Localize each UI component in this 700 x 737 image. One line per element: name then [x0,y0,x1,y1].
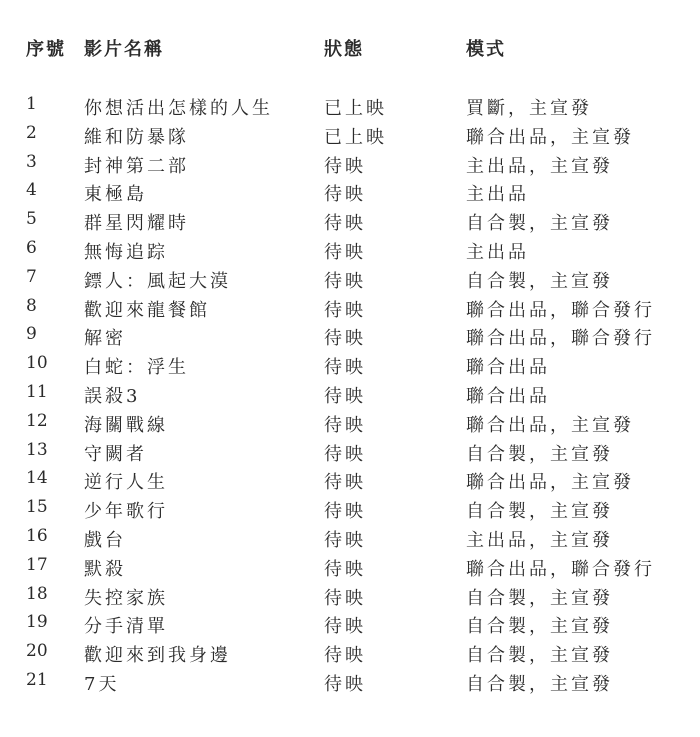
table-row [0,150,700,179]
film-title: 歡迎來龍餐館 [84,299,210,321]
film-title: 維和防暴隊 [84,126,189,148]
film-title: 鏢人：風起大漠 [84,270,231,292]
row-number: 4 [26,180,37,201]
film-status: 待映 [324,155,366,177]
table-row [0,582,700,611]
film-status: 已上映 [324,98,387,119]
row-number: 11 [26,381,48,402]
film-title: 失控家族 [84,587,168,609]
film-mode: 聯合出品 [466,357,550,379]
table-header [0,35,700,63]
film-status: 待映 [324,270,366,292]
row-number: 15 [26,497,48,518]
table-row [0,553,700,582]
table-row [0,639,700,668]
film-status: 已上映 [324,126,387,148]
film-title: 封神第二部 [84,155,189,177]
film-mode: 聯合出品，聯合發行 [466,328,655,350]
row-number: 5 [26,209,37,230]
film-mode: 聯合出品，聯合發行 [466,558,655,580]
film-status: 待映 [324,385,366,407]
row-number: 8 [26,295,37,316]
film-status: 待映 [324,529,366,551]
film-mode: 主出品，主宣發 [466,529,613,551]
film-status: 待映 [324,414,366,436]
header-mode: 模式 [466,39,506,60]
row-number: 1 [26,94,37,114]
row-number: 7 [26,266,37,287]
table-row [0,495,700,524]
table-row [0,322,700,351]
film-mode: 自合製，主宣發 [466,673,613,695]
film-title: 默殺 [84,558,126,580]
film-title: 戲台 [84,529,126,551]
film-mode: 自合製，主宣發 [466,616,613,638]
film-mode: 自合製，主宣發 [466,587,613,609]
film-title: 少年歌行 [84,501,168,523]
table-row [0,409,700,438]
film-mode: 主出品 [466,241,529,263]
film-title: 群星閃耀時 [84,213,189,235]
table-row [0,524,700,553]
table-row [0,294,700,323]
table-row [0,178,700,207]
film-status: 待映 [324,443,366,465]
film-mode: 聯合出品，主宣發 [466,414,634,436]
row-number: 6 [26,237,37,258]
row-number: 3 [26,151,37,172]
table-row [0,265,700,294]
row-number: 16 [26,525,48,546]
film-title: 分手清單 [84,616,168,638]
table-row [0,438,700,467]
film-mode: 自合製，主宣發 [466,213,613,235]
film-title: 海關戰線 [84,414,168,436]
film-status: 待映 [324,328,366,350]
table-row [0,121,700,150]
header-no: 序號 [26,39,66,60]
header-title: 影片名稱 [84,39,164,60]
row-number: 17 [26,554,48,575]
film-mode: 自合製，主宣發 [466,645,613,667]
film-status: 待映 [324,673,366,695]
film-title: 白蛇：浮生 [84,357,189,379]
film-mode: 聯合出品 [466,385,550,407]
row-number: 2 [26,122,37,143]
table-row [0,351,700,380]
table-row [0,207,700,236]
row-number: 20 [26,641,48,662]
film-status: 待映 [324,616,366,638]
row-number: 12 [26,410,48,431]
film-status: 待映 [324,357,366,379]
row-number: 10 [26,353,48,374]
row-number: 9 [26,324,37,345]
film-mode: 主出品 [466,184,529,206]
table-row [0,668,700,697]
film-mode: 自合製，主宣發 [466,270,613,292]
film-title: 逆行人生 [84,472,168,494]
film-status: 待映 [324,213,366,235]
film-status: 待映 [324,587,366,609]
film-status: 待映 [324,501,366,523]
film-status: 待映 [324,645,366,667]
row-number: 18 [26,583,48,604]
film-mode: 主出品，主宣發 [466,155,613,177]
film-mode: 自合製，主宣發 [466,443,613,465]
row-number: 14 [26,468,48,489]
table-body [0,92,700,697]
film-mode: 買斷，主宣發 [466,98,592,119]
table-row [0,380,700,409]
film-title: 守闕者 [84,443,147,465]
film-status: 待映 [324,472,366,494]
film-title: 你想活出怎樣的人生 [84,98,273,119]
film-mode: 聯合出品，主宣發 [466,126,634,148]
table-row [0,466,700,495]
film-title: 誤殺3 [84,385,141,407]
row-number: 21 [26,669,48,690]
table-row [0,610,700,639]
film-title: 7天 [84,673,120,695]
film-mode: 自合製，主宣發 [466,501,613,523]
film-title: 東極島 [84,184,147,206]
film-mode: 聯合出品，主宣發 [466,472,634,494]
film-status: 待映 [324,299,366,321]
table-row [0,92,700,121]
film-status: 待映 [324,241,366,263]
film-status: 待映 [324,184,366,206]
film-title: 解密 [84,328,126,350]
film-title: 歡迎來到我身邊 [84,645,231,667]
header-status: 狀態 [324,39,364,60]
film-status: 待映 [324,558,366,580]
row-number: 19 [26,612,48,633]
row-number: 13 [26,439,48,460]
film-title: 無悔追踪 [84,241,168,263]
film-mode: 聯合出品，聯合發行 [466,299,655,321]
table-row [0,236,700,265]
